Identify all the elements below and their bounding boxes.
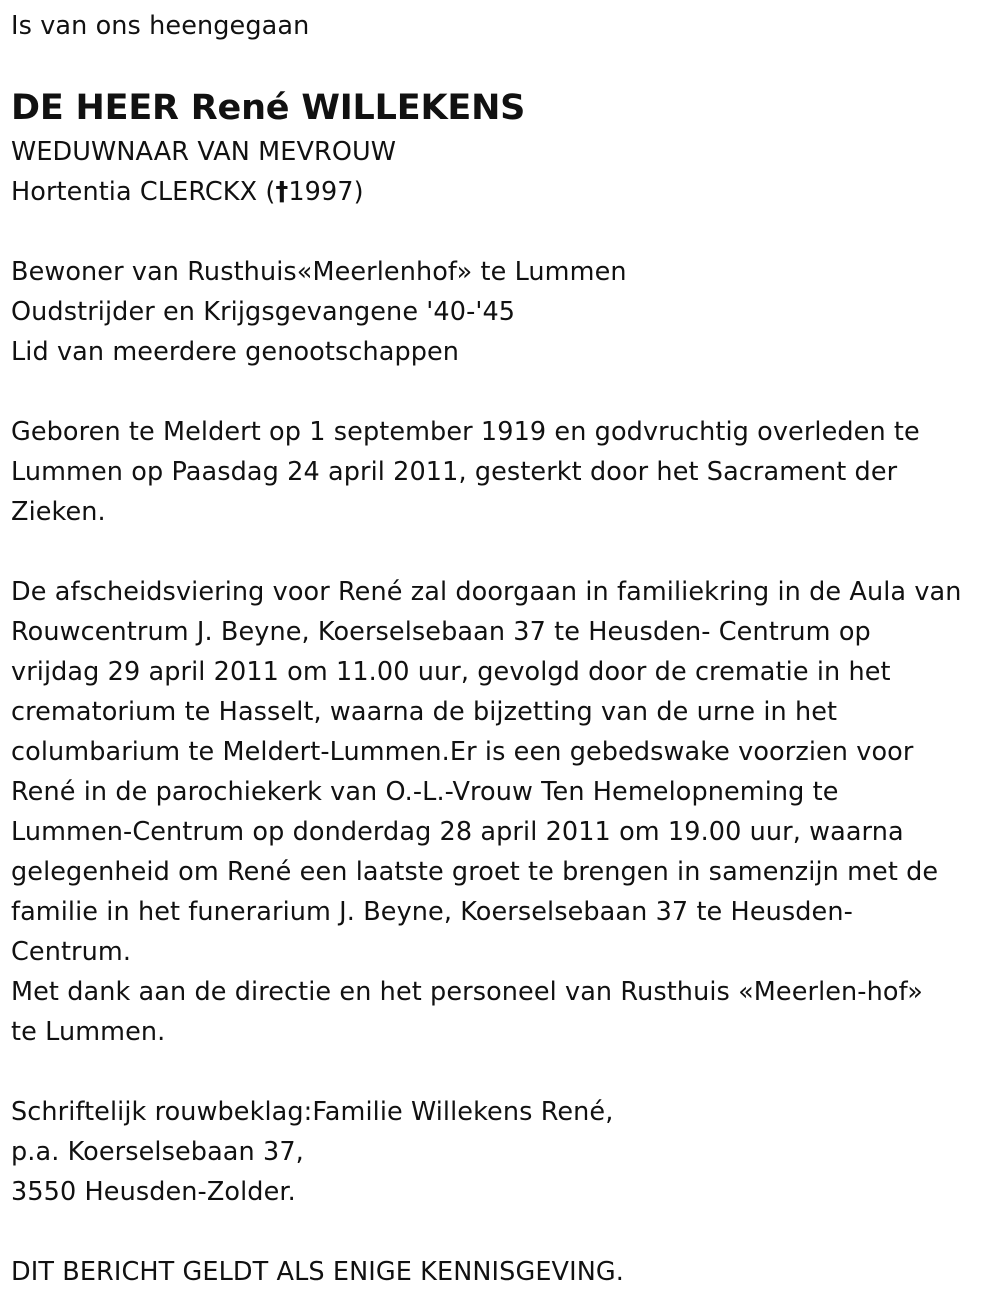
spouse-line-2 bbox=[11, 172, 991, 212]
details-block bbox=[11, 252, 991, 372]
ceremony-block bbox=[11, 572, 991, 1052]
condolences-line: p.a. Koerselsebaan 37, bbox=[11, 1137, 304, 1167]
spacer bbox=[11, 1212, 991, 1252]
ceremony-line: Lummen-Centrum op donderdag 28 april 2011 om 19.00 uur, waarna bbox=[11, 817, 904, 847]
intro-line: Is van ons heengegaan bbox=[11, 11, 310, 41]
spacer bbox=[11, 372, 991, 412]
birth-death-line: Zieken. bbox=[11, 497, 106, 527]
thanks-line: Met dank aan de directie en het personeel van Rusthuis «Meerlen-hof» bbox=[11, 977, 923, 1007]
thanks-line: te Lummen. bbox=[11, 1017, 166, 1047]
ceremony-line: familie in het funerarium J. Beyne, Koerselsebaan 37 te Heusden- bbox=[11, 897, 853, 927]
birth-death-line: Geboren te Meldert op 1 september 1919 en godvruchtig overleden te bbox=[11, 417, 920, 447]
ceremony-line: vrijdag 29 april 2011 om 11.00 uur, gevolgd door de crematie in het bbox=[11, 657, 891, 687]
condolences-block bbox=[11, 1092, 991, 1212]
ceremony-line: columbarium te Meldert-Lummen.Er is een gebedswake voorzien voor bbox=[11, 737, 914, 767]
detail-line: Lid van meerdere genootschappen bbox=[11, 337, 460, 367]
ceremony-line: gelegenheid om René een laatste groet te brengen in samenzijn met de bbox=[11, 857, 939, 887]
spacer bbox=[11, 532, 991, 572]
spacer bbox=[11, 1052, 991, 1092]
ceremony-line: René in de parochiekerk van O.-L.-Vrouw Ten Hemelopneming te bbox=[11, 777, 839, 807]
deceased-name: DE HEER René WILLEKENS bbox=[11, 88, 526, 128]
spacer bbox=[11, 212, 991, 252]
obituary-document bbox=[11, 6, 991, 1292]
ceremony-line: De afscheidsviering voor René zal doorgaan in familiekring in de Aula van bbox=[11, 577, 962, 607]
birth-death-block bbox=[11, 412, 991, 532]
ceremony-line: crematorium te Hasselt, waarna de bijzetting van de urne in het bbox=[11, 697, 838, 727]
detail-line: Bewoner van Rusthuis«Meerlenhof» te Lummen bbox=[11, 257, 627, 287]
condolences-line: 3550 Heusden-Zolder. bbox=[11, 1177, 296, 1207]
condolences-line: Schriftelijk rouwbeklag:Familie Willekens René, bbox=[11, 1097, 614, 1127]
cross-icon: † bbox=[275, 177, 289, 207]
ceremony-line: Rouwcentrum J. Beyne, Koerselsebaan 37 te Heusden- Centrum op bbox=[11, 617, 871, 647]
birth-death-line: Lummen op Paasdag 24 april 2011, gesterkt door het Sacrament der bbox=[11, 457, 898, 487]
spouse-death-year: 1997) bbox=[288, 177, 364, 207]
detail-line: Oudstrijder en Krijgsgevangene '40-'45 bbox=[11, 297, 516, 327]
spouse-line-1: WEDUWNAAR VAN MEVROUW bbox=[11, 137, 397, 167]
spouse-name: Hortentia CLERCKX ( bbox=[11, 177, 276, 207]
ceremony-line: Centrum. bbox=[11, 937, 132, 967]
notice-line: DIT BERICHT GELDT ALS ENIGE KENNISGEVING. bbox=[11, 1257, 624, 1287]
